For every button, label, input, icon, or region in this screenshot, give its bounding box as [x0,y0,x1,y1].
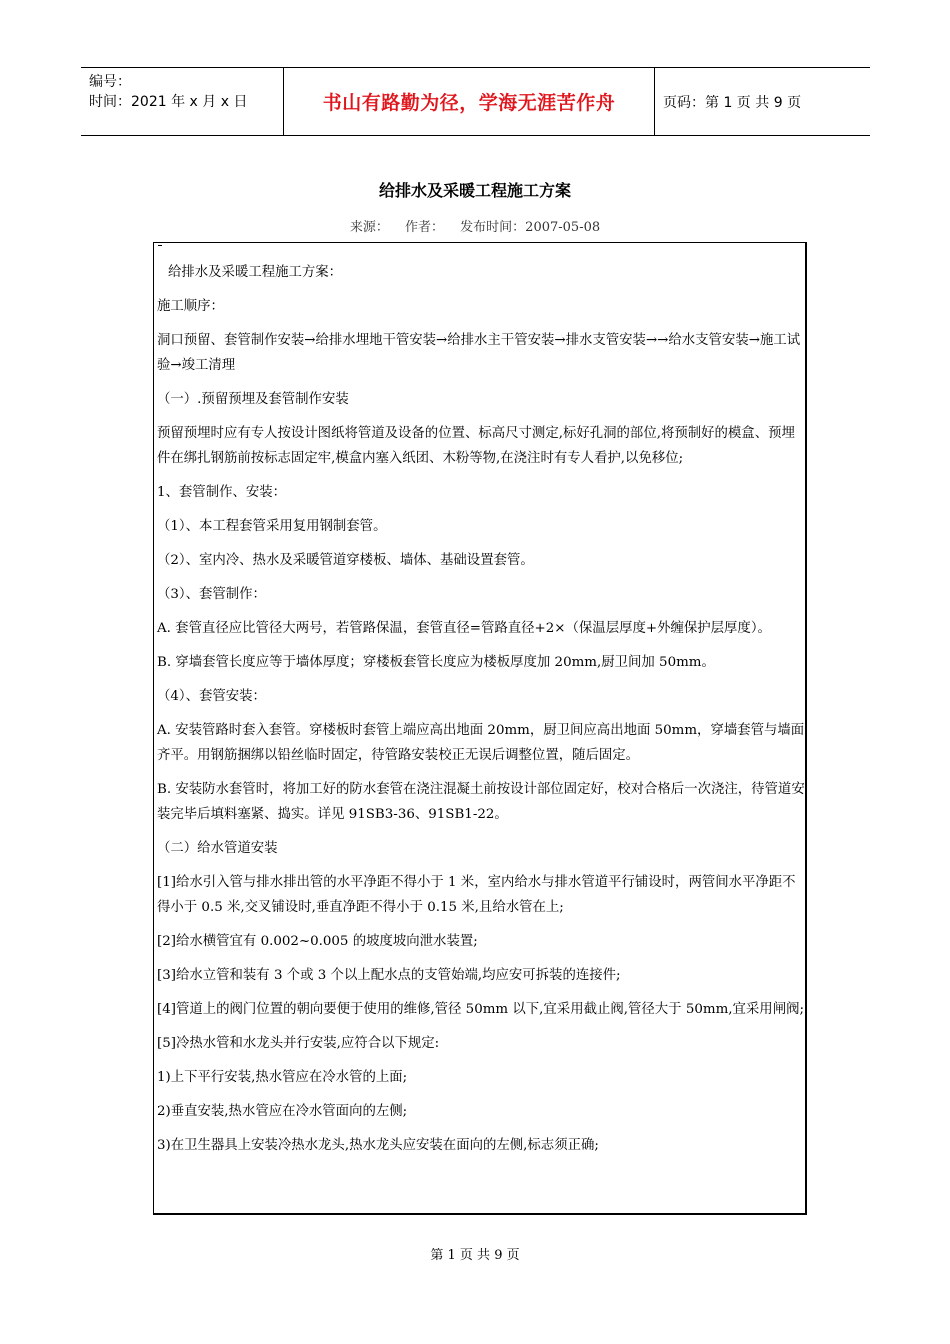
paragraph: [1]给水引入管与排水排出管的水平净距不得小于 1 米，室内给水与排水管道平行铺设时，两管间水平净距不得小于 0.5 米,交叉铺设时,垂直净距不得小于 0.15 米,且给水管在上; [157,875,796,915]
paragraph: （3）、套管制作： [157,587,266,602]
paragraph: （2）、室内冷、热水及采暖管道穿楼板、墙体、基础设置套管。 [157,553,534,568]
paragraph: A. 安装管路时套入套管。穿楼板时套管上端应高出地面 20mm，厨卫间应高出地面 50mm，穿墙套管与墙面齐平。用钢筋捆绑以铅丝临时固定，待管路安装校正无误后调整位置，随后固定。 [157,723,805,763]
publish-date: 发布时间：2007-05-08 [460,220,601,235]
date-label: 时间：2021 年 x 月 x 日 [89,94,248,110]
paragraph: A. 套管直径应比管径大两号，若管路保温，套管直径=管路直径+2×（保温层厚度+外缠保护层厚度）。 [157,621,771,636]
section-heading: （一）.预留预埋及套管制作安装 [157,392,349,407]
document-body [157,260,805,1167]
paragraph: 施工顺序： [157,299,224,314]
section-heading: （二）给水管道安装 [157,841,278,856]
header-left-cell [81,68,283,135]
paragraph: （1）、本工程套管采用复用钢制套管。 [157,519,387,534]
intro-heading: 给排水及采暖工程施工方案： [168,265,343,280]
paragraph: [2]给水横管宜有 0.002~0.005 的坡度坡向泄水装置; [157,934,478,949]
paragraph: （4）、套管安装： [157,689,266,704]
source-label: 来源： [349,220,389,235]
motto-text: 书山有路勤为径，学海无涯苦作舟 [283,68,655,135]
serial-number-label: 编号： [89,74,131,90]
page-footer: 第 1 页 共 9 页 [430,1248,520,1263]
paragraph: 预留预埋时应有专人按设计图纸将管道及设备的位置、标高尺寸测定,标好孔洞的部位,将预制好的模盒、预埋件在绑扎钢筋前按标志固定牢,模盒内塞入纸团、木粉等物,在浇注时有专人看护,以免移位; [157,426,795,466]
paragraph: [4]管道上的阀门位置的朝向要便于使用的维修,管径 50mm 以下,宜采用截止阀,管径大于 50mm,宜采用闸阀; [157,1002,804,1017]
paragraph: [5]冷热水管和水龙头并行安装,应符合以下规定: [157,1036,440,1051]
page-code: 页码：第 1 页 共 9 页 [663,94,802,111]
paragraph: 2)垂直安装,热水管应在冷水管面向的左侧; [157,1104,408,1119]
document-title: 给排水及采暖工程施工方案 [378,181,571,200]
author-label: 作者： [405,220,445,235]
paragraph: 1、套管制作、安装： [157,485,287,500]
paragraph: 3)在卫生器具上安装冷热水龙头,热水龙头应安装在面向的左侧,标志须正确; [157,1138,599,1153]
paragraph: B. 安装防水套管时，将加工好的防水套管在浇注混凝土前按设计部位固定好，校对合格后一次浇注，待管道安装完毕后填料塞紧、捣实。详见 91SB3-36、91SB1-22。 [157,782,805,822]
document-meta [0,216,950,235]
paragraph: 洞口预留、套管制作安装→给排水埋地干管安装→给排水主干管安装→排水支管安装→→给水支管安装→施工试验→竣工清理 [157,333,801,373]
page-header [81,67,870,136]
paragraph: B. 穿墙套管长度应等于墙体厚度；穿楼板套管长度应为楼板厚度加 20mm,厨卫间加 50mm。 [157,655,715,670]
paragraph: 1)上下平行安装,热水管应在冷水管的上面; [157,1070,408,1085]
paragraph: [3]给水立管和装有 3 个或 3 个以上配水点的支管始端,均应安可拆装的连接件; [157,968,621,983]
